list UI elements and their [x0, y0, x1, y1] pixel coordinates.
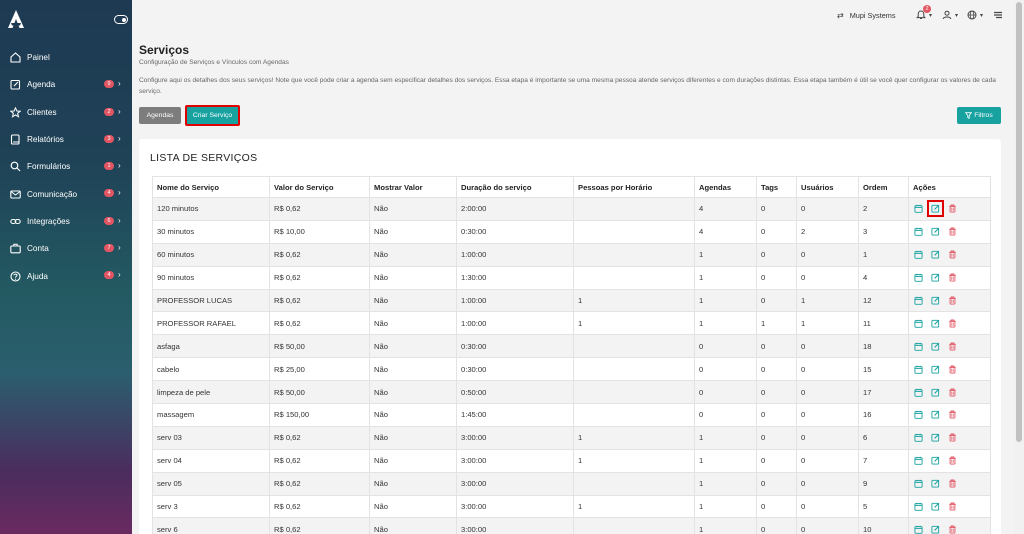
table-cell: 1 — [695, 472, 757, 495]
chevron-right-icon[interactable]: › — [118, 188, 121, 198]
table-cell: 1 — [695, 312, 757, 335]
column-header: Duração do serviço — [457, 177, 574, 198]
trash-icon[interactable] — [947, 455, 958, 466]
book-icon — [10, 134, 21, 145]
trash-icon[interactable] — [947, 478, 958, 489]
calendar-icon[interactable] — [913, 432, 924, 443]
sidebar-badge: 3 — [104, 135, 114, 143]
actions-cell — [909, 289, 991, 312]
table-cell: 2:00:00 — [457, 198, 574, 221]
column-header: Pessoas por Horário — [574, 177, 695, 198]
table-cell: R$ 50,00 — [270, 381, 370, 404]
sidebar-badge: 6 — [104, 217, 114, 225]
table-cell: 1:00:00 — [457, 289, 574, 312]
table-cell: 120 minutos — [153, 198, 270, 221]
table-cell: 15 — [859, 358, 909, 381]
edit-icon[interactable] — [930, 409, 941, 420]
sidebar-item-label: Comunicação — [27, 189, 78, 199]
table-cell: 1 — [695, 449, 757, 472]
edit-icon[interactable] — [930, 364, 941, 375]
edit-icon[interactable] — [930, 295, 941, 306]
trash-icon[interactable] — [947, 432, 958, 443]
calendar-icon[interactable] — [913, 455, 924, 466]
trash-icon[interactable] — [947, 318, 958, 329]
filtros-button[interactable] — [957, 107, 1001, 124]
table-cell: Não — [370, 312, 457, 335]
calendar-icon[interactable] — [913, 501, 924, 512]
edit-icon[interactable] — [930, 226, 941, 237]
page-subtitle: Configuração de Serviços e Vínculos com Agendas — [139, 59, 289, 66]
table-cell: 0 — [797, 404, 859, 427]
table-cell: 0 — [797, 518, 859, 534]
sidebar-badge: 7 — [104, 244, 114, 252]
column-header: Ações — [909, 177, 991, 198]
table-cell: R$ 0,62 — [270, 198, 370, 221]
column-header: Nome do Serviço — [153, 177, 270, 198]
table-cell: R$ 0,62 — [270, 426, 370, 449]
table-cell: PROFESSOR RAFAEL — [153, 312, 270, 335]
table-cell: R$ 0,62 — [270, 243, 370, 266]
sidebar-item-integracoes[interactable] — [0, 208, 132, 235]
table-row[interactable] — [153, 358, 991, 381]
actions-cell — [909, 472, 991, 495]
table-cell: Não — [370, 426, 457, 449]
sidebar-item-label: Formulários — [27, 162, 71, 172]
actions-cell — [909, 426, 991, 449]
sidebar-item-formularios[interactable] — [0, 153, 132, 180]
edit-icon[interactable] — [930, 501, 941, 512]
table-cell — [574, 404, 695, 427]
column-header: Ordem — [859, 177, 909, 198]
trash-icon[interactable] — [947, 364, 958, 375]
table-cell: 0 — [757, 381, 797, 404]
table-header-row — [153, 177, 991, 198]
table-cell: Não — [370, 289, 457, 312]
chevron-right-icon[interactable]: › — [118, 79, 121, 89]
table-cell: Não — [370, 220, 457, 243]
menu-icon[interactable] — [993, 10, 1003, 20]
edit-icon[interactable] — [930, 478, 941, 489]
calendar-icon[interactable] — [913, 272, 924, 283]
table-cell: 0:30:00 — [457, 335, 574, 358]
sidebar-badge: 1 — [104, 162, 114, 170]
trash-icon[interactable] — [947, 501, 958, 512]
table-cell: 1 — [695, 495, 757, 518]
filter-icon — [965, 112, 972, 119]
card-title: LISTA DE SERVIÇOS — [150, 152, 258, 164]
calendar-icon[interactable] — [913, 478, 924, 489]
scrollbar[interactable] — [1014, 0, 1024, 534]
column-header: Agendas — [695, 177, 757, 198]
table-cell: 0 — [797, 472, 859, 495]
table-cell: 1:45:00 — [457, 404, 574, 427]
filtros-label: Filtros — [974, 112, 993, 119]
sidebar-badge: 4 — [104, 271, 114, 279]
table-cell: 1 — [695, 426, 757, 449]
table-cell: 1 — [757, 312, 797, 335]
edit-icon[interactable] — [930, 341, 941, 352]
sidebar-badge: 4 — [104, 189, 114, 197]
table-cell: 0:30:00 — [457, 220, 574, 243]
table-cell: 3:00:00 — [457, 472, 574, 495]
table-cell: 0 — [757, 220, 797, 243]
table-cell: Não — [370, 404, 457, 427]
table-cell — [574, 266, 695, 289]
table-cell: 1 — [695, 266, 757, 289]
column-header: Usuários — [797, 177, 859, 198]
table-cell: 4 — [695, 198, 757, 221]
table-cell: 0 — [797, 335, 859, 358]
table-cell: 0 — [757, 449, 797, 472]
edit-icon[interactable] — [930, 272, 941, 283]
edit-icon[interactable] — [930, 249, 941, 260]
user-icon[interactable] — [942, 10, 952, 20]
actions-cell — [909, 220, 991, 243]
actions-cell — [909, 335, 991, 358]
scrollbar-thumb[interactable] — [1016, 2, 1022, 442]
table-cell: 0 — [757, 335, 797, 358]
table-cell: 5 — [859, 495, 909, 518]
edit-icon[interactable] — [930, 318, 941, 329]
notification-badge: 2 — [923, 5, 931, 13]
table-cell: 0 — [757, 358, 797, 381]
sidebar-nav — [0, 44, 132, 290]
table-cell: 1 — [574, 426, 695, 449]
trash-icon[interactable] — [947, 524, 958, 534]
table-cell — [574, 198, 695, 221]
sidebar-item-label: Agenda — [27, 80, 56, 90]
column-header: Valor do Serviço — [270, 177, 370, 198]
table-cell: 0 — [797, 358, 859, 381]
sidebar-item-ajuda[interactable] — [0, 262, 132, 289]
table-cell: R$ 0,62 — [270, 266, 370, 289]
table-cell: 1 — [695, 518, 757, 534]
table-cell: R$ 10,00 — [270, 220, 370, 243]
table-cell: 1 — [797, 289, 859, 312]
agendas-button[interactable]: Agendas — [139, 107, 181, 124]
chevron-right-icon[interactable]: › — [118, 215, 121, 225]
table-cell: 2 — [859, 198, 909, 221]
table-cell — [574, 335, 695, 358]
calendar-icon[interactable] — [913, 341, 924, 352]
sidebar-item-relatorios[interactable] — [0, 126, 132, 153]
table-cell — [574, 220, 695, 243]
table-cell: R$ 0,62 — [270, 472, 370, 495]
table-row[interactable] — [153, 220, 991, 243]
trash-icon[interactable] — [947, 409, 958, 420]
table-row[interactable] — [153, 518, 991, 534]
table-cell: 0 — [757, 472, 797, 495]
actions-cell — [909, 312, 991, 335]
table-cell: 10 — [859, 518, 909, 534]
actions-cell — [909, 358, 991, 381]
table-cell: massagem — [153, 404, 270, 427]
table-cell: 0 — [757, 404, 797, 427]
calendar-icon[interactable] — [913, 249, 924, 260]
company-switcher[interactable] — [837, 11, 896, 20]
table-cell: 0 — [757, 426, 797, 449]
table-cell: 1 — [859, 243, 909, 266]
table-cell: R$ 25,00 — [270, 358, 370, 381]
table-cell: 0:50:00 — [457, 381, 574, 404]
table-cell: 1 — [695, 289, 757, 312]
table-cell: 0 — [695, 381, 757, 404]
chevron-right-icon[interactable]: › — [118, 106, 121, 116]
calendar-icon[interactable] — [913, 203, 924, 214]
table-row[interactable] — [153, 198, 991, 221]
chevron-down-icon[interactable]: ▾ — [929, 13, 933, 19]
company-name: Mupi Systems — [849, 11, 896, 20]
table-cell — [574, 472, 695, 495]
table-cell: R$ 0,62 — [270, 449, 370, 472]
search-icon — [10, 161, 21, 172]
briefcase-icon — [10, 243, 21, 254]
sidebar-item-comunicacao[interactable] — [0, 180, 132, 207]
actions-cell — [909, 266, 991, 289]
table-row[interactable] — [153, 426, 991, 449]
sidebar-item-label: Ajuda — [27, 271, 48, 281]
table-cell: 3:00:00 — [457, 495, 574, 518]
trash-icon[interactable] — [947, 226, 958, 237]
actions-cell — [909, 518, 991, 534]
calendar-icon[interactable] — [913, 409, 924, 420]
table-cell: R$ 0,62 — [270, 518, 370, 534]
calendar-icon[interactable] — [913, 364, 924, 375]
table-row[interactable] — [153, 381, 991, 404]
table-row[interactable] — [153, 495, 991, 518]
table-row[interactable] — [153, 243, 991, 266]
table-cell: 0:30:00 — [457, 358, 574, 381]
sidebar-toggle-icon[interactable] — [114, 15, 128, 24]
table-cell: serv 3 — [153, 495, 270, 518]
table-cell: R$ 50,00 — [270, 335, 370, 358]
table-cell: 1:00:00 — [457, 243, 574, 266]
chevron-right-icon[interactable]: › — [118, 161, 121, 171]
table-cell: 12 — [859, 289, 909, 312]
sidebar-item-label: Relatórios — [27, 135, 64, 145]
table-cell: serv 03 — [153, 426, 270, 449]
table-cell: 0 — [757, 243, 797, 266]
help-icon — [10, 271, 21, 282]
column-header: Tags — [757, 177, 797, 198]
table-cell: 0 — [797, 198, 859, 221]
table-cell: serv 6 — [153, 518, 270, 534]
table-cell: 0 — [797, 495, 859, 518]
star-icon — [10, 107, 21, 118]
sidebar-item-label: Clientes — [27, 107, 57, 117]
sidebar-badge: 9 — [104, 80, 114, 88]
table-cell: 1 — [574, 289, 695, 312]
table-cell: 2 — [797, 220, 859, 243]
calendar-icon[interactable] — [913, 226, 924, 237]
edit-icon[interactable] — [930, 387, 941, 398]
calendar-edit-icon — [10, 79, 21, 90]
edit-icon[interactable] — [930, 432, 941, 443]
table-cell: R$ 0,62 — [270, 289, 370, 312]
trash-icon[interactable] — [947, 295, 958, 306]
table-cell: 1 — [695, 243, 757, 266]
actions-cell — [909, 243, 991, 266]
table-cell: 0 — [797, 426, 859, 449]
table-cell: PROFESSOR LUCAS — [153, 289, 270, 312]
trash-icon[interactable] — [947, 249, 958, 260]
edit-icon[interactable] — [930, 524, 941, 534]
table-body — [153, 198, 991, 534]
actions-cell — [909, 404, 991, 427]
sidebar-item-label: Conta — [27, 244, 49, 254]
table-cell: 1:30:00 — [457, 266, 574, 289]
table-cell: 3:00:00 — [457, 518, 574, 534]
table-cell: asfaga — [153, 335, 270, 358]
table-cell: 30 minutos — [153, 220, 270, 243]
table-cell: 7 — [859, 449, 909, 472]
sidebar-item-clientes[interactable] — [0, 99, 132, 126]
trash-icon[interactable] — [947, 272, 958, 283]
table-cell: 9 — [859, 472, 909, 495]
table-cell: 0 — [757, 518, 797, 534]
table-cell — [574, 518, 695, 534]
app-logo[interactable] — [8, 10, 24, 28]
chevron-down-icon[interactable]: ▾ — [980, 13, 984, 19]
table-cell: R$ 0,62 — [270, 495, 370, 518]
table-cell: limpeza de pele — [153, 381, 270, 404]
trash-icon[interactable] — [947, 387, 958, 398]
table-row[interactable] — [153, 472, 991, 495]
actions-cell — [909, 198, 991, 221]
actions-cell — [909, 495, 991, 518]
table-cell: 16 — [859, 404, 909, 427]
table-cell: serv 05 — [153, 472, 270, 495]
table-row[interactable] — [153, 335, 991, 358]
table-cell: 1:00:00 — [457, 312, 574, 335]
table-cell: Não — [370, 449, 457, 472]
table-cell: Não — [370, 335, 457, 358]
chevron-right-icon[interactable]: › — [118, 270, 121, 280]
table-cell: Não — [370, 495, 457, 518]
calendar-icon[interactable] — [913, 524, 924, 534]
table-row[interactable] — [153, 266, 991, 289]
sidebar-item-agenda[interactable] — [0, 71, 132, 98]
table-cell: 0 — [757, 495, 797, 518]
table-cell: Não — [370, 518, 457, 534]
actions-cell — [909, 449, 991, 472]
column-header: Mostrar Valor — [370, 177, 457, 198]
calendar-icon[interactable] — [913, 295, 924, 306]
calendar-icon[interactable] — [913, 318, 924, 329]
table-cell: 0 — [797, 266, 859, 289]
table-cell — [574, 243, 695, 266]
table-cell: Não — [370, 198, 457, 221]
edit-icon[interactable] — [930, 455, 941, 466]
table-cell: 90 minutos — [153, 266, 270, 289]
sidebar-item-label: Painel — [27, 53, 50, 63]
trash-icon[interactable] — [947, 341, 958, 352]
table-cell: 0 — [695, 404, 757, 427]
trash-icon[interactable] — [947, 203, 958, 214]
link-icon — [10, 216, 21, 227]
table-cell: 3:00:00 — [457, 449, 574, 472]
sidebar-item-conta[interactable] — [0, 235, 132, 262]
table-cell: 1 — [574, 495, 695, 518]
table-cell: 0 — [695, 358, 757, 381]
mail-icon — [10, 189, 21, 200]
table-cell: 1 — [574, 312, 695, 335]
table-row[interactable] — [153, 404, 991, 427]
criar-servico-button[interactable]: Criar Serviço — [185, 105, 240, 126]
table-cell: Não — [370, 472, 457, 495]
table-cell: 17 — [859, 381, 909, 404]
chevron-right-icon[interactable]: › — [118, 133, 121, 143]
edit-icon[interactable] — [930, 203, 941, 214]
table-cell: 3 — [859, 220, 909, 243]
table-row[interactable] — [153, 289, 991, 312]
table-cell: 1 — [574, 449, 695, 472]
table-cell: 0 — [695, 335, 757, 358]
table-cell: 11 — [859, 312, 909, 335]
table-cell: 0 — [797, 243, 859, 266]
table-cell: cabelo — [153, 358, 270, 381]
globe-icon[interactable] — [967, 10, 977, 20]
table-cell: Não — [370, 266, 457, 289]
table-cell: 60 minutos — [153, 243, 270, 266]
topbar — [132, 0, 1014, 32]
table-cell: 3:00:00 — [457, 426, 574, 449]
home-icon — [10, 52, 21, 63]
table-cell: Não — [370, 381, 457, 404]
table-cell: 18 — [859, 335, 909, 358]
page-description: Configure aqui os detalhes dos seus serviços! Note que você pode criar a agenda sem especificar detalhes dos serviços. Essa etapa é importante se uma mesma pessoa atende serviços diferentes e com durações distintas. Essa etapa também é útil se você quer configurar os valores de cada serviço. — [139, 77, 996, 95]
table-cell: R$ 0,62 — [270, 312, 370, 335]
table-cell: 0 — [757, 198, 797, 221]
table-cell: 0 — [757, 289, 797, 312]
services-card — [139, 139, 1001, 534]
page-title: Serviços — [139, 43, 190, 57]
actions-cell — [909, 381, 991, 404]
chevron-right-icon[interactable]: › — [118, 243, 121, 253]
table-cell: R$ 150,00 — [270, 404, 370, 427]
table-cell — [574, 381, 695, 404]
switch-icon: ⇄ — [837, 11, 844, 20]
sidebar-item-label: Integrações — [27, 216, 70, 226]
sidebar — [0, 0, 132, 534]
table-cell: serv 04 — [153, 449, 270, 472]
table-cell: 6 — [859, 426, 909, 449]
services-table — [152, 176, 991, 534]
table-cell: Não — [370, 358, 457, 381]
sidebar-badge: 2 — [104, 108, 114, 116]
table-cell: 4 — [695, 220, 757, 243]
table-row[interactable] — [153, 312, 991, 335]
table-cell: 1 — [797, 312, 859, 335]
table-cell: 0 — [757, 266, 797, 289]
calendar-icon[interactable] — [913, 387, 924, 398]
table-cell: Não — [370, 243, 457, 266]
table-cell: 4 — [859, 266, 909, 289]
table-cell: 0 — [797, 449, 859, 472]
sidebar-item-painel[interactable] — [0, 44, 132, 71]
table-cell: 0 — [797, 381, 859, 404]
chevron-down-icon[interactable]: ▾ — [955, 13, 959, 19]
table-cell — [574, 358, 695, 381]
table-row[interactable] — [153, 449, 991, 472]
